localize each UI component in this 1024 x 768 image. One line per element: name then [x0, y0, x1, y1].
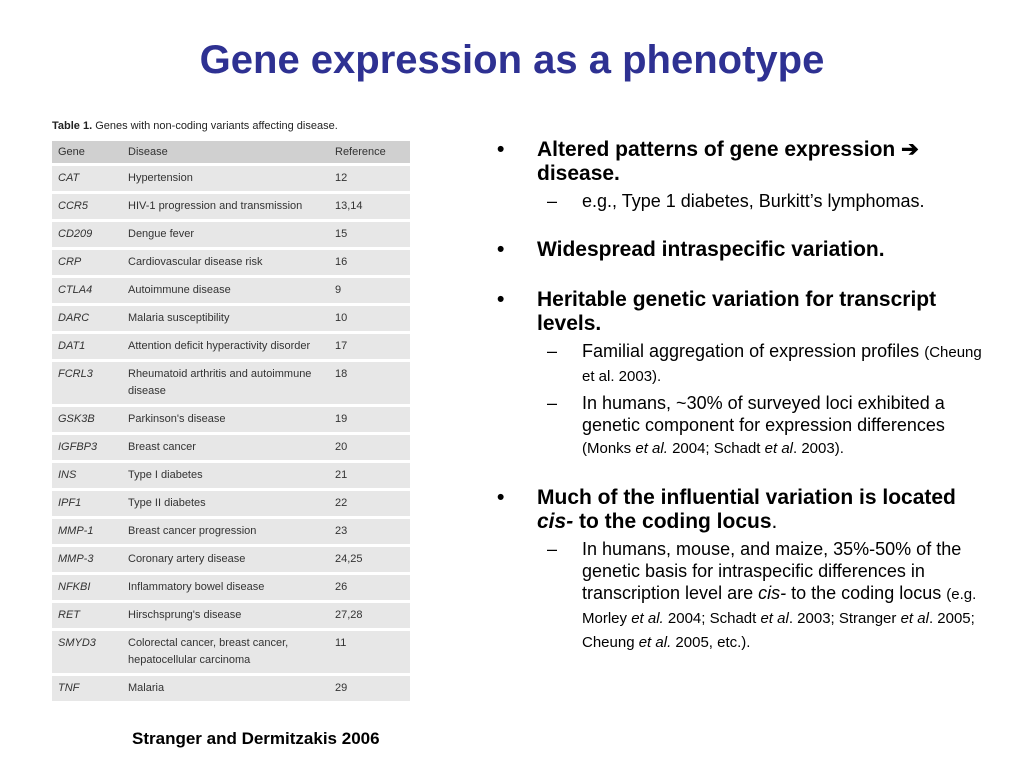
disease-cell: Attention deficit hyperactivity disorder — [122, 334, 329, 359]
bullet-altered-patterns — [497, 138, 997, 186]
table-row — [52, 435, 410, 460]
reference-cell: 11 — [329, 631, 410, 673]
table-row — [52, 676, 410, 701]
citation: Stranger and Dermitzakis 2006 — [132, 729, 380, 748]
table-row — [52, 250, 410, 275]
reference-cell: 29 — [329, 676, 410, 701]
reference-cell: 12 — [329, 166, 410, 191]
sub-bullet-reference — [582, 440, 844, 457]
bullet-dot: • — [497, 486, 505, 509]
reference-cell: 21 — [329, 463, 410, 488]
ref-part: (e.g. Morley — [582, 586, 977, 627]
disease-cell: Cardiovascular disease risk — [122, 250, 329, 275]
gene-cell: DARC — [52, 306, 122, 331]
disease-cell: Type I diabetes — [122, 463, 329, 488]
sub-bullet-dash: – — [547, 393, 558, 413]
disease-cell: Malaria susceptibility — [122, 306, 329, 331]
sub-bullet-reference: (Cheung et al. 2003). — [582, 344, 982, 385]
table-header-row — [52, 141, 410, 163]
reference-cell: 26 — [329, 575, 410, 600]
bullet-text: Altered patterns of gene expression — [537, 138, 896, 161]
ref-etal: et al. — [631, 610, 664, 627]
table-row — [52, 306, 410, 331]
header-gene: Gene — [52, 141, 122, 163]
bullet-cis-variation — [497, 486, 997, 534]
bullet-text: Heritable genetic variation for transcript levels. — [537, 288, 937, 335]
gene-cell: CRP — [52, 250, 122, 275]
gene-cell: NFKBI — [52, 575, 122, 600]
gene-cell: CAT — [52, 166, 122, 191]
gene-cell: FCRL3 — [52, 362, 122, 404]
table-row — [52, 575, 410, 600]
disease-cell: Dengue fever — [122, 222, 329, 247]
reference-cell: 22 — [329, 491, 410, 516]
bullet-cis: cis- — [537, 510, 574, 533]
reference-cell: 17 — [329, 334, 410, 359]
table-row — [52, 278, 410, 303]
gene-cell: TNF — [52, 676, 122, 701]
disease-cell: Breast cancer progression — [122, 519, 329, 544]
table-row — [52, 631, 410, 673]
sub-bullet-examples — [497, 190, 997, 212]
bullet-text: Widespread intraspecific variation. — [537, 238, 885, 261]
disease-cell: Rheumatoid arthritis and autoimmune disease — [122, 362, 329, 404]
header-disease: Disease — [122, 141, 329, 163]
gene-table-figure — [52, 120, 410, 704]
arrow-icon: ➔ — [901, 138, 919, 161]
disease-cell: Inflammatory bowel disease — [122, 575, 329, 600]
sub-bullet-text: In humans, mouse, and maize, 35%-50% of the genetic basis for intraspecific differences in transcription level are — [582, 539, 962, 603]
ref-part: . 2003). — [793, 440, 844, 457]
table-row — [52, 491, 410, 516]
sub-bullet-text: e.g., Type 1 diabetes, Burkitt’s lymphomas. — [582, 191, 925, 211]
ref-part: 2005, etc.). — [675, 634, 751, 651]
bullet-text: disease. — [537, 162, 620, 185]
reference-cell: 18 — [329, 362, 410, 404]
reference-cell: 9 — [329, 278, 410, 303]
sub-bullet-dash: – — [547, 191, 558, 211]
sub-bullet-text: Familial aggregation of expression profiles — [582, 341, 920, 361]
table-caption-text: Genes with non-coding variants affecting disease. — [95, 120, 338, 132]
ref-part: (Monks — [582, 440, 632, 457]
gene-cell: INS — [52, 463, 122, 488]
disease-cell: Hypertension — [122, 166, 329, 191]
bullet-text: Much of the influential variation is located — [537, 486, 956, 509]
table-row — [52, 194, 410, 219]
disease-cell: Autoimmune disease — [122, 278, 329, 303]
bullet-dot: • — [497, 238, 505, 261]
reference-cell: 24,25 — [329, 547, 410, 572]
sub-bullet-cis: cis- — [758, 583, 787, 603]
slide-title: Gene expression as a phenotype — [199, 38, 825, 82]
bullet-period: . — [771, 510, 778, 533]
reference-cell: 15 — [329, 222, 410, 247]
gene-cell: SMYD3 — [52, 631, 122, 673]
disease-cell: Breast cancer — [122, 435, 329, 460]
gene-cell: IPF1 — [52, 491, 122, 516]
ref-part: . 2005; Cheung — [582, 610, 975, 651]
sub-bullet-text: In humans, ~30% of surveyed loci exhibited a genetic component for expression differences — [582, 393, 945, 435]
gene-cell: RET — [52, 603, 122, 628]
gene-cell: CD209 — [52, 222, 122, 247]
bullet-dot: • — [497, 288, 505, 311]
ref-etal: et al — [760, 610, 789, 627]
ref-part: 2004; Schadt — [672, 440, 761, 457]
ref-etal: et al — [764, 440, 793, 457]
sub-bullet-dash: – — [547, 539, 558, 559]
table-caption-label: Table 1. — [52, 120, 93, 132]
sub-bullet-humans-30 — [497, 392, 997, 460]
ref-etal: et al. — [635, 440, 668, 457]
reference-cell: 10 — [329, 306, 410, 331]
reference-cell: 16 — [329, 250, 410, 275]
disease-cell: Hirschsprung's disease — [122, 603, 329, 628]
gene-cell: CCR5 — [52, 194, 122, 219]
bullet-heritable-variation — [497, 288, 997, 336]
table-row — [52, 334, 410, 359]
gene-cell: CTLA4 — [52, 278, 122, 303]
table-row — [52, 547, 410, 572]
bullet-dot: • — [497, 138, 505, 161]
bullet-text: to the coding locus — [579, 510, 772, 533]
table-row — [52, 463, 410, 488]
disease-cell: HIV-1 progression and transmission — [122, 194, 329, 219]
disease-cell: Parkinson's disease — [122, 407, 329, 432]
disease-cell: Malaria — [122, 676, 329, 701]
ref-part: 2004; Schadt — [667, 610, 757, 627]
header-reference: Reference — [329, 141, 410, 163]
reference-cell: 13,14 — [329, 194, 410, 219]
disease-cell: Coronary artery disease — [122, 547, 329, 572]
reference-cell: 20 — [329, 435, 410, 460]
reference-cell: 27,28 — [329, 603, 410, 628]
bullet-list — [497, 138, 997, 654]
sub-bullet-familial — [497, 340, 997, 388]
table-row — [52, 222, 410, 247]
sub-bullet-dash: – — [547, 341, 558, 361]
ref-etal: et al. — [638, 634, 672, 651]
table-row — [52, 407, 410, 432]
gene-cell: MMP-1 — [52, 519, 122, 544]
reference-cell: 23 — [329, 519, 410, 544]
table-row — [52, 362, 410, 404]
gene-cell: DAT1 — [52, 334, 122, 359]
disease-cell: Type II diabetes — [122, 491, 329, 516]
table-row — [52, 519, 410, 544]
table-row — [52, 603, 410, 628]
gene-cell: IGFBP3 — [52, 435, 122, 460]
bullet-widespread-variation — [497, 238, 997, 262]
sub-bullet-humans-mouse-maize — [497, 538, 997, 654]
table-caption — [52, 120, 410, 132]
sub-bullet-text: to the coding locus — [791, 583, 942, 603]
disease-cell: Colorectal cancer, breast cancer, hepatocellular carcinoma — [122, 631, 329, 673]
reference-cell: 19 — [329, 407, 410, 432]
gene-table — [52, 138, 410, 704]
gene-cell: MMP-3 — [52, 547, 122, 572]
gene-cell: GSK3B — [52, 407, 122, 432]
table-row — [52, 166, 410, 191]
ref-etal: et al — [900, 610, 929, 627]
ref-part: . 2003; Stranger — [788, 610, 897, 627]
